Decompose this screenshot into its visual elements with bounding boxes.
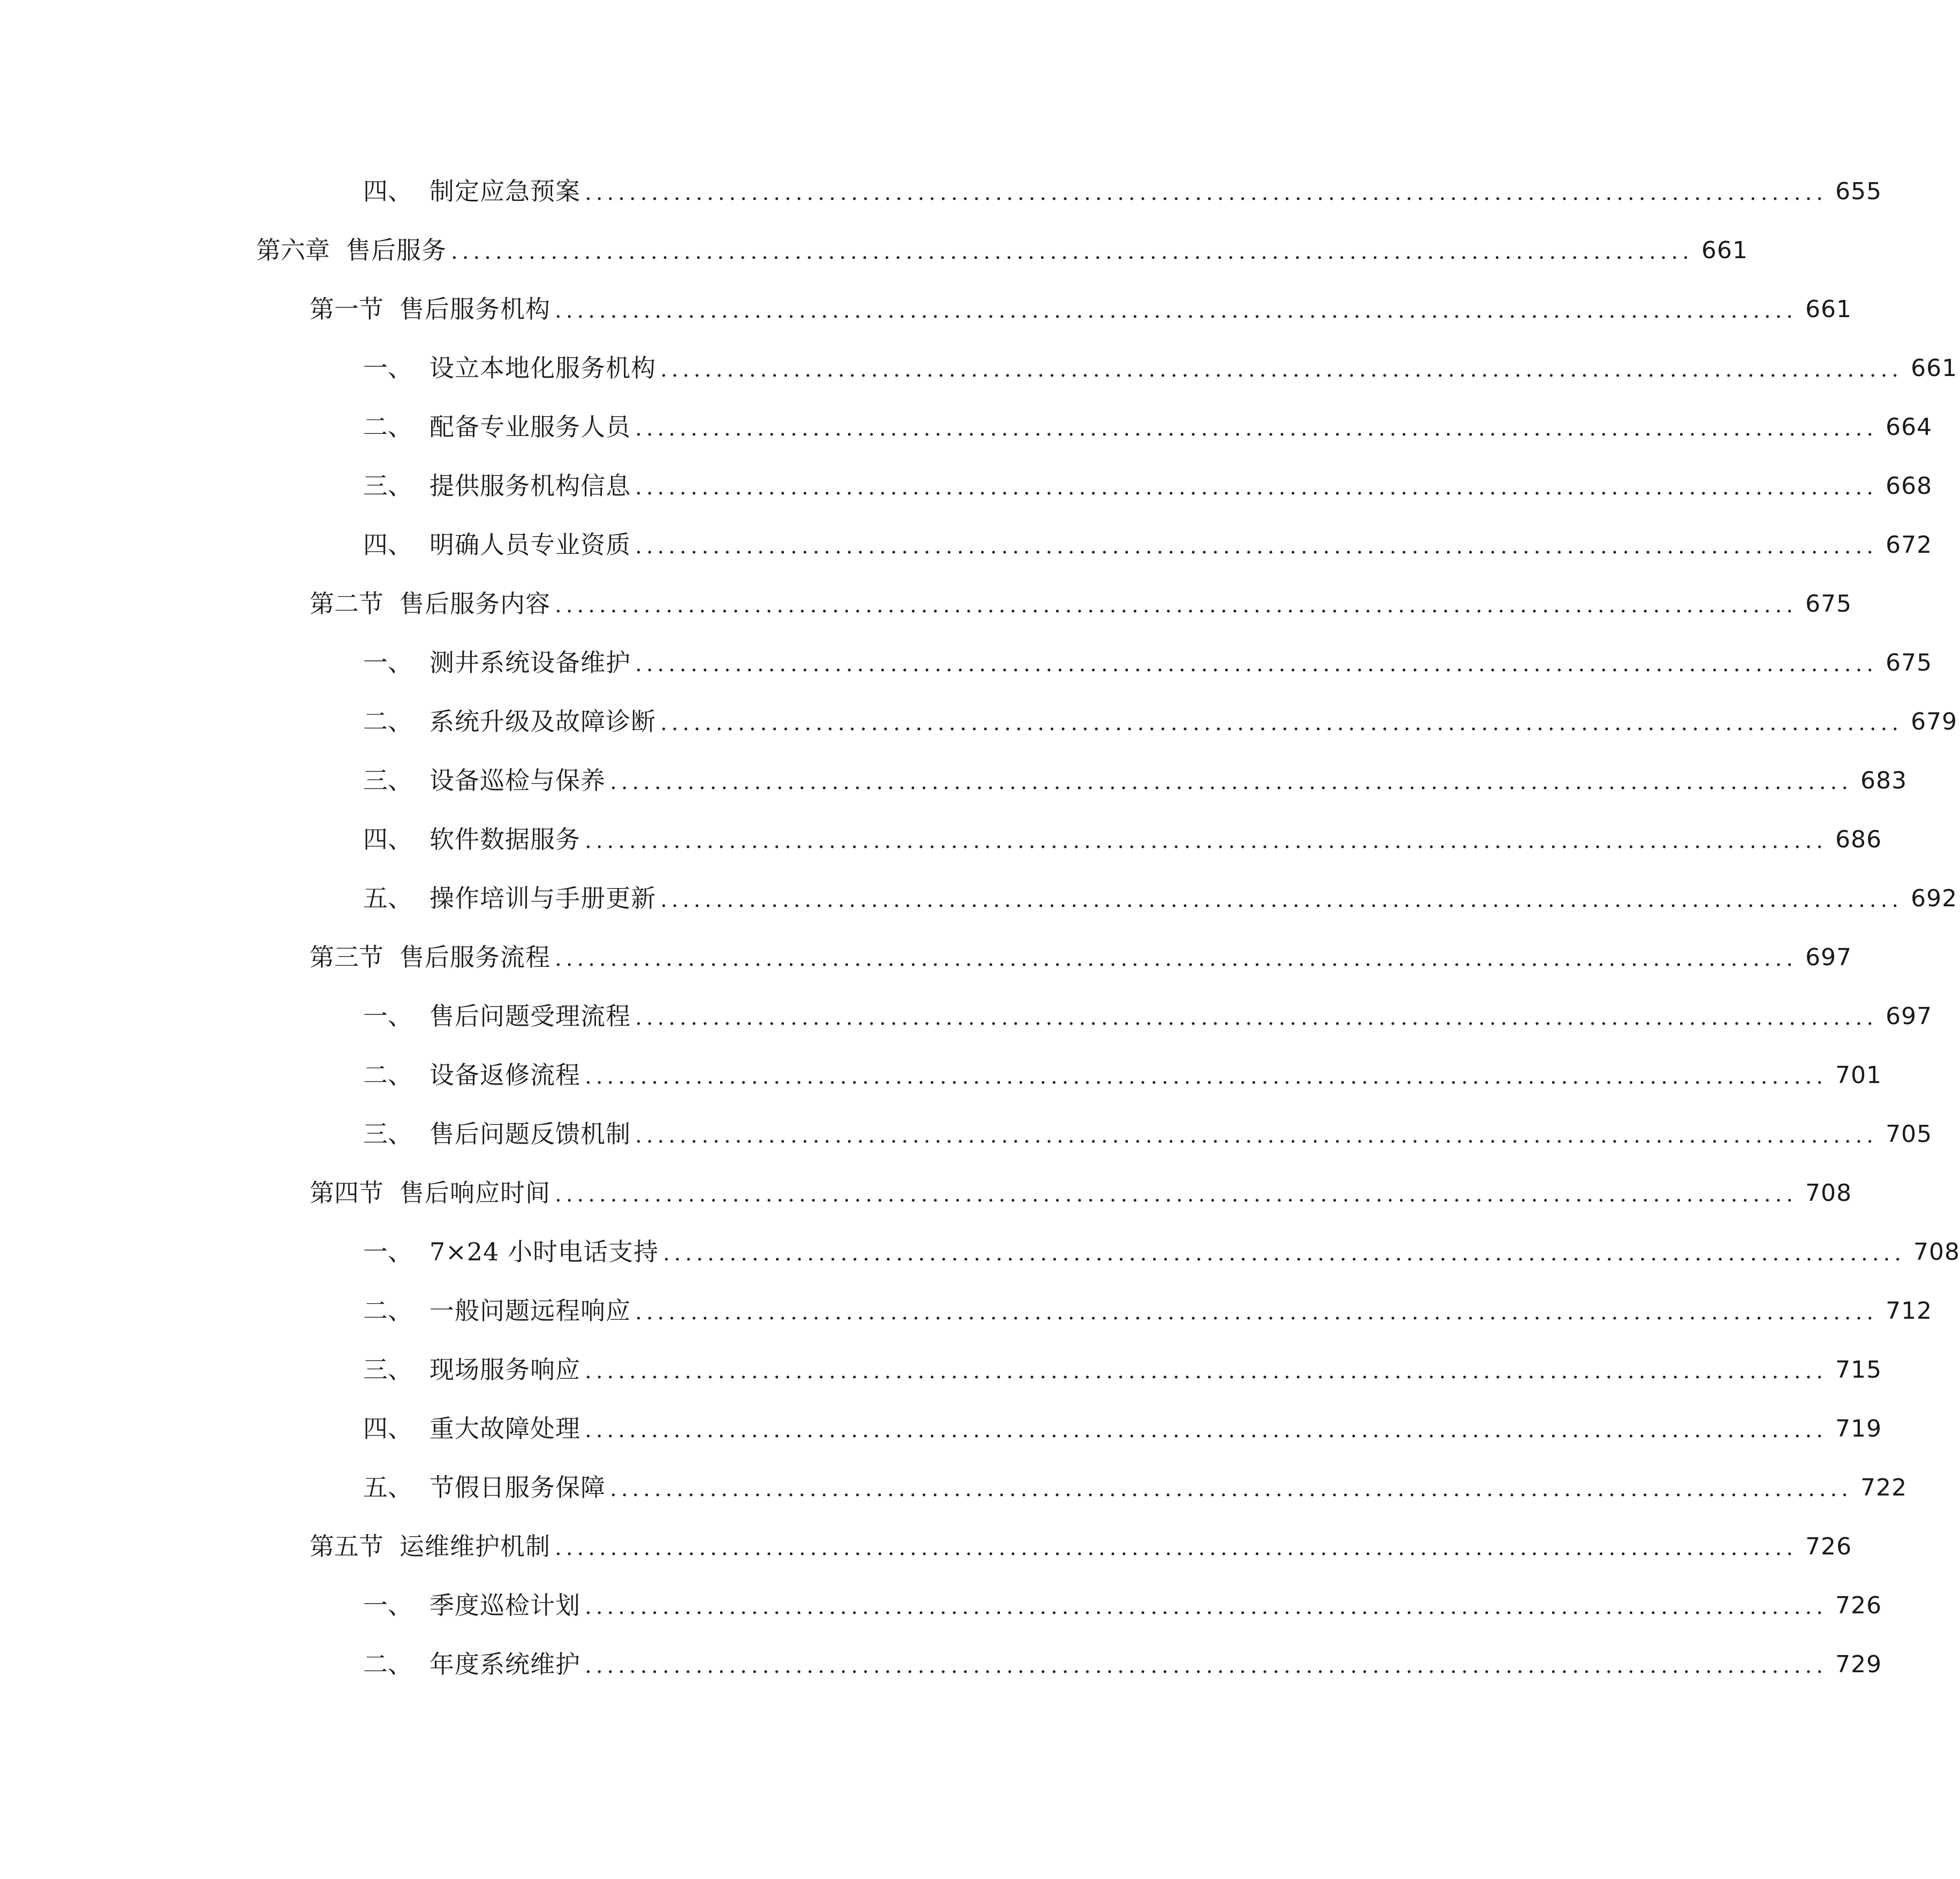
dot-leader: ................................................................................................................ bbox=[451, 239, 1694, 264]
toc-entry[interactable] bbox=[363, 986, 1933, 1031]
entry-title: 设备巡检与保养 bbox=[429, 766, 606, 795]
entry-number: 二、 bbox=[363, 1296, 412, 1325]
toc-entry[interactable] bbox=[363, 396, 1933, 441]
entry-title: 售后服务机构 bbox=[399, 295, 551, 324]
entry-title: 操作培训与手册更新 bbox=[429, 884, 656, 913]
toc-entry[interactable] bbox=[363, 455, 1933, 500]
entry-number: 第二节 bbox=[310, 589, 383, 618]
toc-entry[interactable] bbox=[363, 1457, 1908, 1502]
page-number: 672 bbox=[1886, 531, 1933, 559]
page-number: 655 bbox=[1835, 178, 1882, 205]
entry-number: 三、 bbox=[363, 471, 412, 500]
dot-leader: ................................................................................................................ bbox=[662, 1241, 1906, 1266]
dot-leader: ................................................................................................................ bbox=[635, 1005, 1878, 1030]
page-number: 697 bbox=[1805, 944, 1852, 971]
toc-entry[interactable] bbox=[363, 1634, 1882, 1679]
entry-number: 第六章 bbox=[256, 236, 330, 265]
toc-entry[interactable] bbox=[363, 868, 1958, 913]
entry-title: 系统升级及故障诊断 bbox=[429, 707, 656, 736]
dot-leader: ................................................................................................................ bbox=[660, 711, 1903, 735]
entry-number: 四、 bbox=[363, 1414, 412, 1443]
entry-title: 重大故障处理 bbox=[429, 1414, 581, 1443]
toc-entry[interactable] bbox=[363, 1575, 1882, 1620]
entry-title: 设备返修流程 bbox=[429, 1061, 581, 1089]
entry-title: 售后响应时间 bbox=[399, 1178, 551, 1207]
entry-number: 一、 bbox=[363, 648, 412, 677]
dot-leader: ................................................................................................................ bbox=[585, 1064, 1828, 1089]
dot-leader: ................................................................................................................ bbox=[635, 416, 1878, 441]
page-number: 726 bbox=[1835, 1592, 1882, 1619]
entry-number: 二、 bbox=[363, 412, 412, 441]
entry-number: 一、 bbox=[363, 1591, 412, 1620]
entry-title: 售后服务 bbox=[346, 236, 447, 265]
page-number: 708 bbox=[1805, 1179, 1852, 1207]
page-number: 715 bbox=[1835, 1356, 1882, 1384]
toc-entry[interactable] bbox=[363, 632, 1933, 677]
page-number: 683 bbox=[1860, 767, 1908, 794]
entry-title: 售后服务内容 bbox=[399, 589, 551, 618]
page-number: 661 bbox=[1805, 296, 1852, 323]
entry-title: 测井系统设备维护 bbox=[429, 648, 631, 677]
toc-entry-section[interactable] bbox=[310, 573, 1852, 618]
toc-entry-section[interactable] bbox=[310, 279, 1852, 324]
entry-title: 售后问题反馈机制 bbox=[429, 1119, 631, 1148]
dot-leader: ................................................................................................................ bbox=[635, 1123, 1878, 1148]
entry-title: 软件数据服务 bbox=[429, 825, 581, 854]
entry-number: 四、 bbox=[363, 530, 412, 559]
toc-entry[interactable] bbox=[363, 1221, 1960, 1266]
toc-entry[interactable] bbox=[363, 1280, 1933, 1325]
dot-leader: ................................................................................................................ bbox=[555, 946, 1798, 971]
page-number: 668 bbox=[1886, 472, 1933, 500]
entry-title: 明确人员专业资质 bbox=[429, 530, 631, 559]
entry-number: 五、 bbox=[363, 1473, 412, 1502]
entry-number: 三、 bbox=[363, 1119, 412, 1148]
entry-title: 制定应急预案 bbox=[429, 177, 581, 206]
entry-title: 运维维护机制 bbox=[399, 1532, 551, 1561]
dot-leader: ................................................................................................................ bbox=[635, 1300, 1878, 1325]
page-number: 661 bbox=[1911, 355, 1958, 382]
dot-leader: ................................................................................................................ bbox=[585, 1595, 1828, 1619]
entry-title: 设立本地化服务机构 bbox=[429, 354, 656, 382]
toc-entry[interactable] bbox=[363, 1044, 1882, 1089]
toc-entry[interactable] bbox=[363, 514, 1933, 559]
entry-number: 第三节 bbox=[310, 943, 383, 972]
page-number: 692 bbox=[1911, 885, 1958, 912]
page-number: 722 bbox=[1860, 1474, 1908, 1501]
page-number: 679 bbox=[1911, 708, 1958, 735]
dot-leader: ................................................................................................................ bbox=[555, 1182, 1798, 1207]
entry-number: 二、 bbox=[363, 707, 412, 736]
page-number: 697 bbox=[1886, 1003, 1933, 1030]
entry-number: 第四节 bbox=[310, 1178, 383, 1207]
page-number: 675 bbox=[1805, 590, 1852, 618]
entry-title: 7×24 小时电话支持 bbox=[429, 1237, 659, 1266]
entry-number: 四、 bbox=[363, 177, 412, 206]
entry-number: 四、 bbox=[363, 825, 412, 854]
dot-leader: ................................................................................................................ bbox=[585, 1359, 1828, 1384]
toc-entry[interactable] bbox=[363, 750, 1908, 795]
entry-title: 节假日服务保障 bbox=[429, 1473, 606, 1502]
page-number: 708 bbox=[1913, 1238, 1960, 1266]
page-number: 729 bbox=[1835, 1651, 1882, 1678]
entry-number: 一、 bbox=[363, 1237, 412, 1266]
entry-title: 配备专业服务人员 bbox=[429, 412, 631, 441]
entry-number: 第一节 bbox=[310, 295, 383, 324]
dot-leader: ................................................................................................................ bbox=[635, 534, 1878, 559]
entry-title: 季度巡检计划 bbox=[429, 1591, 581, 1620]
dot-leader: ................................................................................................................ bbox=[585, 181, 1828, 205]
page-number: 701 bbox=[1835, 1062, 1882, 1089]
entry-number: 一、 bbox=[363, 1002, 412, 1031]
toc-entry-chapter[interactable] bbox=[256, 220, 1748, 265]
dot-leader: ................................................................................................................ bbox=[555, 298, 1798, 323]
entry-number: 三、 bbox=[363, 1355, 412, 1384]
entry-number: 二、 bbox=[363, 1061, 412, 1089]
entry-title: 售后服务流程 bbox=[399, 943, 551, 972]
entry-title: 售后问题受理流程 bbox=[429, 1002, 631, 1031]
toc-entry[interactable] bbox=[363, 1398, 1882, 1443]
dot-leader: ................................................................................................................ bbox=[635, 652, 1878, 677]
dot-leader: ................................................................................................................ bbox=[635, 475, 1878, 500]
page-number: 726 bbox=[1805, 1533, 1852, 1560]
page-number: 719 bbox=[1835, 1415, 1882, 1442]
entry-title: 年度系统维护 bbox=[429, 1650, 581, 1679]
entry-number: 三、 bbox=[363, 766, 412, 795]
dot-leader: ................................................................................................................ bbox=[555, 1536, 1798, 1560]
toc-entry-section[interactable] bbox=[310, 1162, 1852, 1207]
page-number: 675 bbox=[1886, 649, 1933, 677]
page-number: 712 bbox=[1886, 1297, 1933, 1325]
entry-number: 五、 bbox=[363, 884, 412, 913]
entry-number: 一、 bbox=[363, 354, 412, 382]
toc-entry[interactable] bbox=[363, 1339, 1882, 1384]
dot-leader: ................................................................................................................ bbox=[660, 888, 1903, 912]
page-number: 686 bbox=[1835, 826, 1882, 853]
dot-leader: ................................................................................................................ bbox=[585, 1418, 1828, 1442]
entry-number: 二、 bbox=[363, 1650, 412, 1679]
entry-title: 提供服务机构信息 bbox=[429, 471, 631, 500]
toc-entry[interactable] bbox=[363, 1103, 1933, 1148]
dot-leader: ................................................................................................................ bbox=[585, 829, 1828, 853]
dot-leader: ................................................................................................................ bbox=[610, 1477, 1853, 1501]
toc-entry[interactable] bbox=[363, 691, 1958, 736]
page-number: 661 bbox=[1701, 237, 1748, 264]
entry-title: 一般问题远程响应 bbox=[429, 1296, 631, 1325]
page-number: 664 bbox=[1886, 414, 1933, 441]
toc-entry[interactable] bbox=[363, 337, 1958, 382]
toc-entry-section[interactable] bbox=[310, 1516, 1852, 1561]
page-number: 705 bbox=[1886, 1121, 1933, 1148]
toc-entry-section[interactable] bbox=[310, 927, 1852, 972]
dot-leader: ................................................................................................................ bbox=[555, 593, 1798, 618]
entry-number: 第五节 bbox=[310, 1532, 383, 1561]
toc-entry[interactable] bbox=[363, 161, 1882, 206]
dot-leader: ................................................................................................................ bbox=[660, 357, 1903, 382]
toc-entry[interactable] bbox=[363, 809, 1882, 854]
dot-leader: ................................................................................................................ bbox=[610, 770, 1853, 794]
entry-title: 现场服务响应 bbox=[429, 1355, 581, 1384]
dot-leader: ................................................................................................................ bbox=[585, 1653, 1828, 1678]
